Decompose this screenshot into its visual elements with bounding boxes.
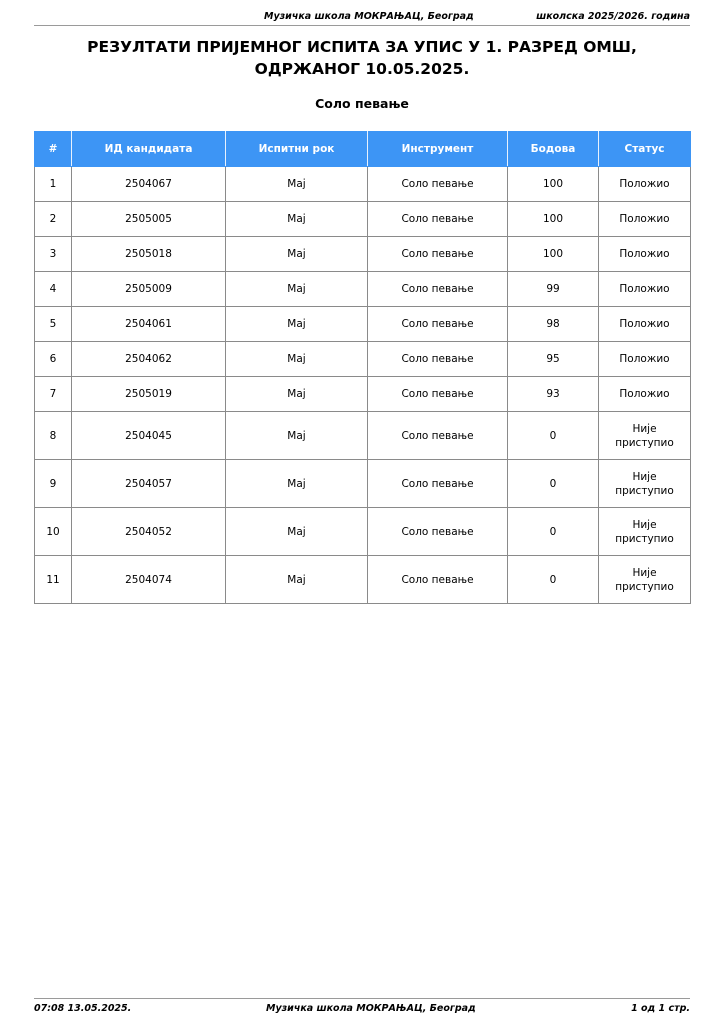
table-row xyxy=(35,460,691,508)
page-subtitle: Соло певање xyxy=(315,96,409,111)
table-row xyxy=(35,202,691,237)
cell-instrument: Соло певање xyxy=(368,460,508,508)
table-row xyxy=(35,412,691,460)
cell-number: 2 xyxy=(35,202,72,237)
cell-candidate-id: 2505005 xyxy=(72,202,226,237)
cell-candidate-id: 2504074 xyxy=(72,556,226,604)
cell-points: 0 xyxy=(508,460,599,508)
cell-number: 5 xyxy=(35,307,72,342)
cell-instrument: Соло певање xyxy=(368,377,508,412)
cell-status: Није приступио xyxy=(599,412,691,460)
footer-school: Музичка школа МОКРАЊАЦ, Београд xyxy=(266,1003,476,1014)
cell-candidate-id: 2504061 xyxy=(72,307,226,342)
cell-instrument: Соло певање xyxy=(368,508,508,556)
cell-instrument: Соло певање xyxy=(368,307,508,342)
cell-candidate-id: 2504052 xyxy=(72,508,226,556)
table-row xyxy=(35,307,691,342)
cell-points: 100 xyxy=(508,237,599,272)
column-header-points: Бодова xyxy=(508,132,599,167)
cell-number: 7 xyxy=(35,377,72,412)
cell-candidate-id: 2504045 xyxy=(72,412,226,460)
cell-status: Положио xyxy=(599,342,691,377)
cell-number: 4 xyxy=(35,272,72,307)
column-header-number: # xyxy=(35,132,72,167)
cell-number: 1 xyxy=(35,167,72,202)
cell-instrument: Соло певање xyxy=(368,272,508,307)
cell-status: Није приступио xyxy=(599,556,691,604)
cell-points: 100 xyxy=(508,202,599,237)
footer-page-count: 1 од 1 стр. xyxy=(631,1003,690,1014)
cell-instrument: Соло певање xyxy=(368,237,508,272)
cell-points: 99 xyxy=(508,272,599,307)
cell-instrument: Соло певање xyxy=(368,412,508,460)
cell-status: Положио xyxy=(599,167,691,202)
cell-instrument: Соло певање xyxy=(368,342,508,377)
cell-points: 0 xyxy=(508,412,599,460)
cell-points: 98 xyxy=(508,307,599,342)
cell-candidate-id: 2505009 xyxy=(72,272,226,307)
cell-exam-term: Мај xyxy=(226,508,368,556)
cell-number: 8 xyxy=(35,412,72,460)
cell-exam-term: Мај xyxy=(226,377,368,412)
cell-exam-term: Мај xyxy=(226,460,368,508)
cell-candidate-id: 2504057 xyxy=(72,460,226,508)
cell-exam-term: Мај xyxy=(226,412,368,460)
page-footer xyxy=(34,998,690,1017)
cell-instrument: Соло певање xyxy=(368,202,508,237)
cell-candidate-id: 2504062 xyxy=(72,342,226,377)
table-row xyxy=(35,237,691,272)
page-title: РЕЗУЛТАТИ ПРИЈЕМНОГ ИСПИТА ЗА УПИС У 1. РАЗРЕД ОМШ, ОДРЖАНОГ 10.05.2025. xyxy=(87,38,637,78)
cell-number: 9 xyxy=(35,460,72,508)
cell-points: 0 xyxy=(508,556,599,604)
cell-candidate-id: 2505019 xyxy=(72,377,226,412)
table-row xyxy=(35,377,691,412)
column-header-status: Статус xyxy=(599,132,691,167)
table-row xyxy=(35,508,691,556)
cell-exam-term: Мај xyxy=(226,272,368,307)
header-school: Музичка школа МОКРАЊАЦ, Београд xyxy=(264,11,474,22)
cell-status: Положио xyxy=(599,307,691,342)
cell-exam-term: Мај xyxy=(226,556,368,604)
footer-timestamp: 07:08 13.05.2025. xyxy=(34,1003,132,1014)
cell-points: 95 xyxy=(508,342,599,377)
cell-exam-term: Мај xyxy=(226,237,368,272)
cell-status: Положио xyxy=(599,377,691,412)
column-header-candidate-id: ИД кандидата xyxy=(72,132,226,167)
cell-instrument: Соло певање xyxy=(368,556,508,604)
column-header-instrument: Инструмент xyxy=(368,132,508,167)
cell-number: 6 xyxy=(35,342,72,377)
results-table xyxy=(34,131,691,604)
cell-number: 3 xyxy=(35,237,72,272)
cell-status: Положио xyxy=(599,202,691,237)
table-row xyxy=(35,556,691,604)
page-header xyxy=(34,9,690,26)
column-header-exam-term: Испитни рок xyxy=(226,132,368,167)
table-row xyxy=(35,272,691,307)
cell-candidate-id: 2505018 xyxy=(72,237,226,272)
results-table-body xyxy=(35,167,691,604)
table-row xyxy=(35,167,691,202)
cell-instrument: Соло певање xyxy=(368,167,508,202)
table-row xyxy=(35,342,691,377)
cell-status: Положио xyxy=(599,237,691,272)
cell-number: 10 xyxy=(35,508,72,556)
cell-status: Није приступио xyxy=(599,508,691,556)
cell-exam-term: Мај xyxy=(226,202,368,237)
cell-exam-term: Мај xyxy=(226,342,368,377)
table-header-row xyxy=(35,132,691,167)
cell-points: 93 xyxy=(508,377,599,412)
cell-candidate-id: 2504067 xyxy=(72,167,226,202)
cell-exam-term: Мај xyxy=(226,307,368,342)
header-school-year: школска 2025/2026. година xyxy=(536,11,690,22)
cell-points: 100 xyxy=(508,167,599,202)
cell-status: Положио xyxy=(599,272,691,307)
cell-points: 0 xyxy=(508,508,599,556)
cell-number: 11 xyxy=(35,556,72,604)
cell-status: Није приступио xyxy=(599,460,691,508)
cell-exam-term: Мај xyxy=(226,167,368,202)
